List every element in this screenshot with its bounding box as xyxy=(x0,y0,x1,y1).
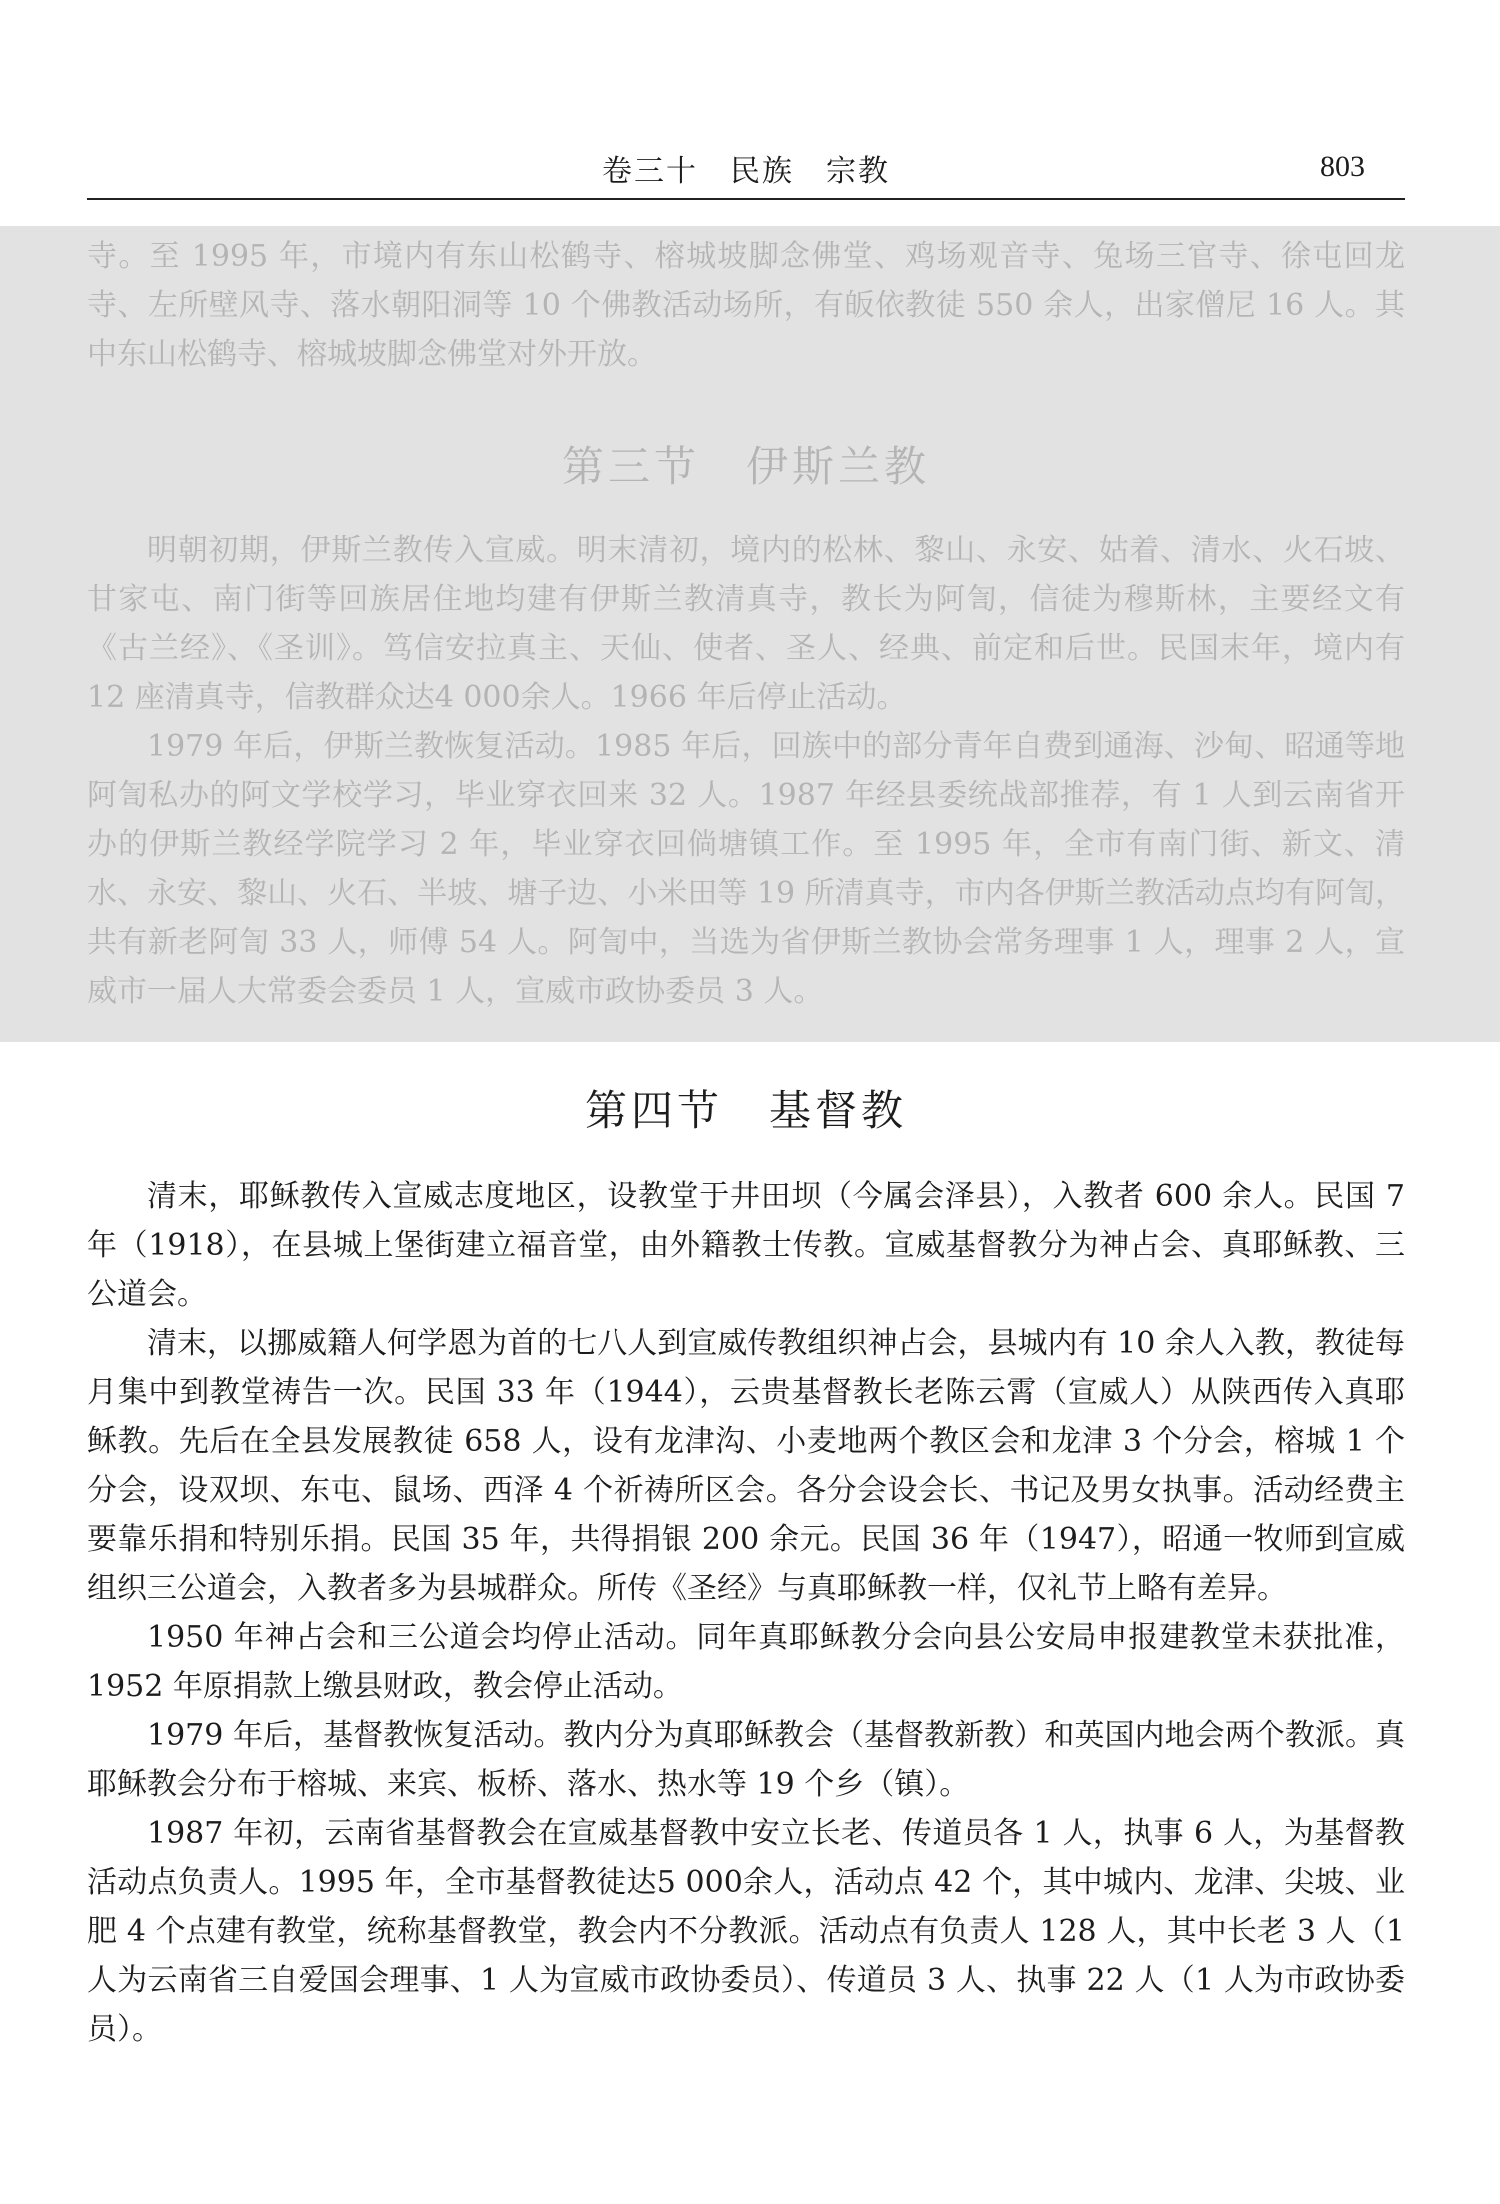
paragraph: 1950 年神占会和三公道会均停止活动。同年真耶稣教分会向县公安局申报建教堂未获批准，1952 年原捐款上缴县财政，教会停止活动。 xyxy=(87,1620,1405,1704)
paragraph: 清末，以挪威籍人何学恩为首的七八人到宣威传教组织神占会，县城内有 10 余人入教，教徒每月集中到教堂祷告一次。民国 33 年（1944），云贵基督教长老陈云霄（宣威人）从陕西传入真耶稣教。先后在全县发展教徒 658 人，设有龙津沟、小麦地两个教区会和龙津 3 个分会，榕城 1 个分会，设双坝、东屯、鼠场、西泽 4 个祈祷所区会。各分会设会长、书记及男女执事。活动经费主要靠乐捐和特别乐捐。民国 35 年，共得捐银 200 余元。民国 36 年（1947），昭通一牧师到宣威组织三公道会，入教者多为县城群众。所传《圣经》与真耶稣教一样，仅礼节上略有差异。 xyxy=(87,1326,1405,1606)
buddhism-section-tail xyxy=(87,232,1405,379)
running-title: 卷三十 民族 宗教 xyxy=(602,154,890,189)
paragraph: 1979 年后，伊斯兰教恢复活动。1985 年后，回族中的部分青年自费到通海、沙甸、昭通等地阿訇私办的阿文学校学习，毕业穿衣回来 32 人。1987 年经县委统战部推荐，有 1 人到云南省开办的伊斯兰教经学院学习 2 年，毕业穿衣回倘塘镇工作。至 1995 年，全市有南门街、新文、清水、永安、黎山、火石、半坡、塘子边、小米田等 19 所清真寺，市内各伊斯兰教活动点均有阿訇，共有新老阿訇 33 人，师傅 54 人。阿訇中，当选为省伊斯兰教协会常务理事 1 人，理事 2 人，宣威市一届人大常委会委员 1 人，宣威市政协委员 3 人。 xyxy=(87,729,1405,1009)
page-header xyxy=(87,140,1405,200)
page-number: 803 xyxy=(1320,150,1365,183)
paragraph: 寺。至 1995 年，市境内有东山松鹤寺、榕城坡脚念佛堂、鸡场观音寺、兔场三官寺、徐屯回龙寺、左所壁风寺、落水朝阳洞等 10 个佛教活动场所，有皈依教徒 550 余人，出家僧尼 16 人。其中东山松鹤寺、榕城坡脚念佛堂对外开放。 xyxy=(87,239,1405,372)
paragraph: 1979 年后，基督教恢复活动。教内分为真耶稣教会（基督教新教）和英国内地会两个教派。真耶稣教会分布于榕城、来宾、板桥、落水、热水等 19 个乡（镇）。 xyxy=(87,1718,1405,1802)
paragraph: 清末，耶稣教传入宣威志度地区，设教堂于井田坝（今属会泽县），入教者 600 余人。民国 7 年（1918），在县城上堡街建立福音堂，由外籍教士传教。宣威基督教分为神占会、真耶稣教、三公道会。 xyxy=(87,1179,1405,1312)
paragraph: 1987 年初，云南省基督教会在宣威基督教中安立长老、传道员各 1 人，执事 6 人，为基督教活动点负责人。1995 年，全市基督教徒达5 000余人，活动点 42 个，其中城内、龙津、尖坡、业肥 4 个点建有教堂，统称基督教堂，教会内不分教派。活动点有负责人 128 人，其中长老 3 人（1 人为云南省三自爱国会理事、1 人为宣威市政协委员）、传道员 3 人、执事 22 人（1 人为市政协委员）。 xyxy=(87,1816,1405,2047)
section-title-islam: 第三节 伊斯兰教 xyxy=(561,442,930,491)
islam-section-body xyxy=(87,526,1405,1016)
christianity-section-body xyxy=(87,1172,1405,2054)
section-title-christianity: 第四节 基督教 xyxy=(584,1086,907,1135)
paragraph: 明朝初期，伊斯兰教传入宣威。明末清初，境内的松林、黎山、永安、姑着、清水、火石坡、甘家屯、南门街等回族居住地均建有伊斯兰教清真寺，教长为阿訇，信徒为穆斯林，主要经文有《古兰经》、《圣训》。笃信安拉真主、天仙、使者、圣人、经典、前定和后世。民国末年，境内有 12 座清真寺，信教群众达4 000余人。1966 年后停止活动。 xyxy=(87,533,1405,715)
